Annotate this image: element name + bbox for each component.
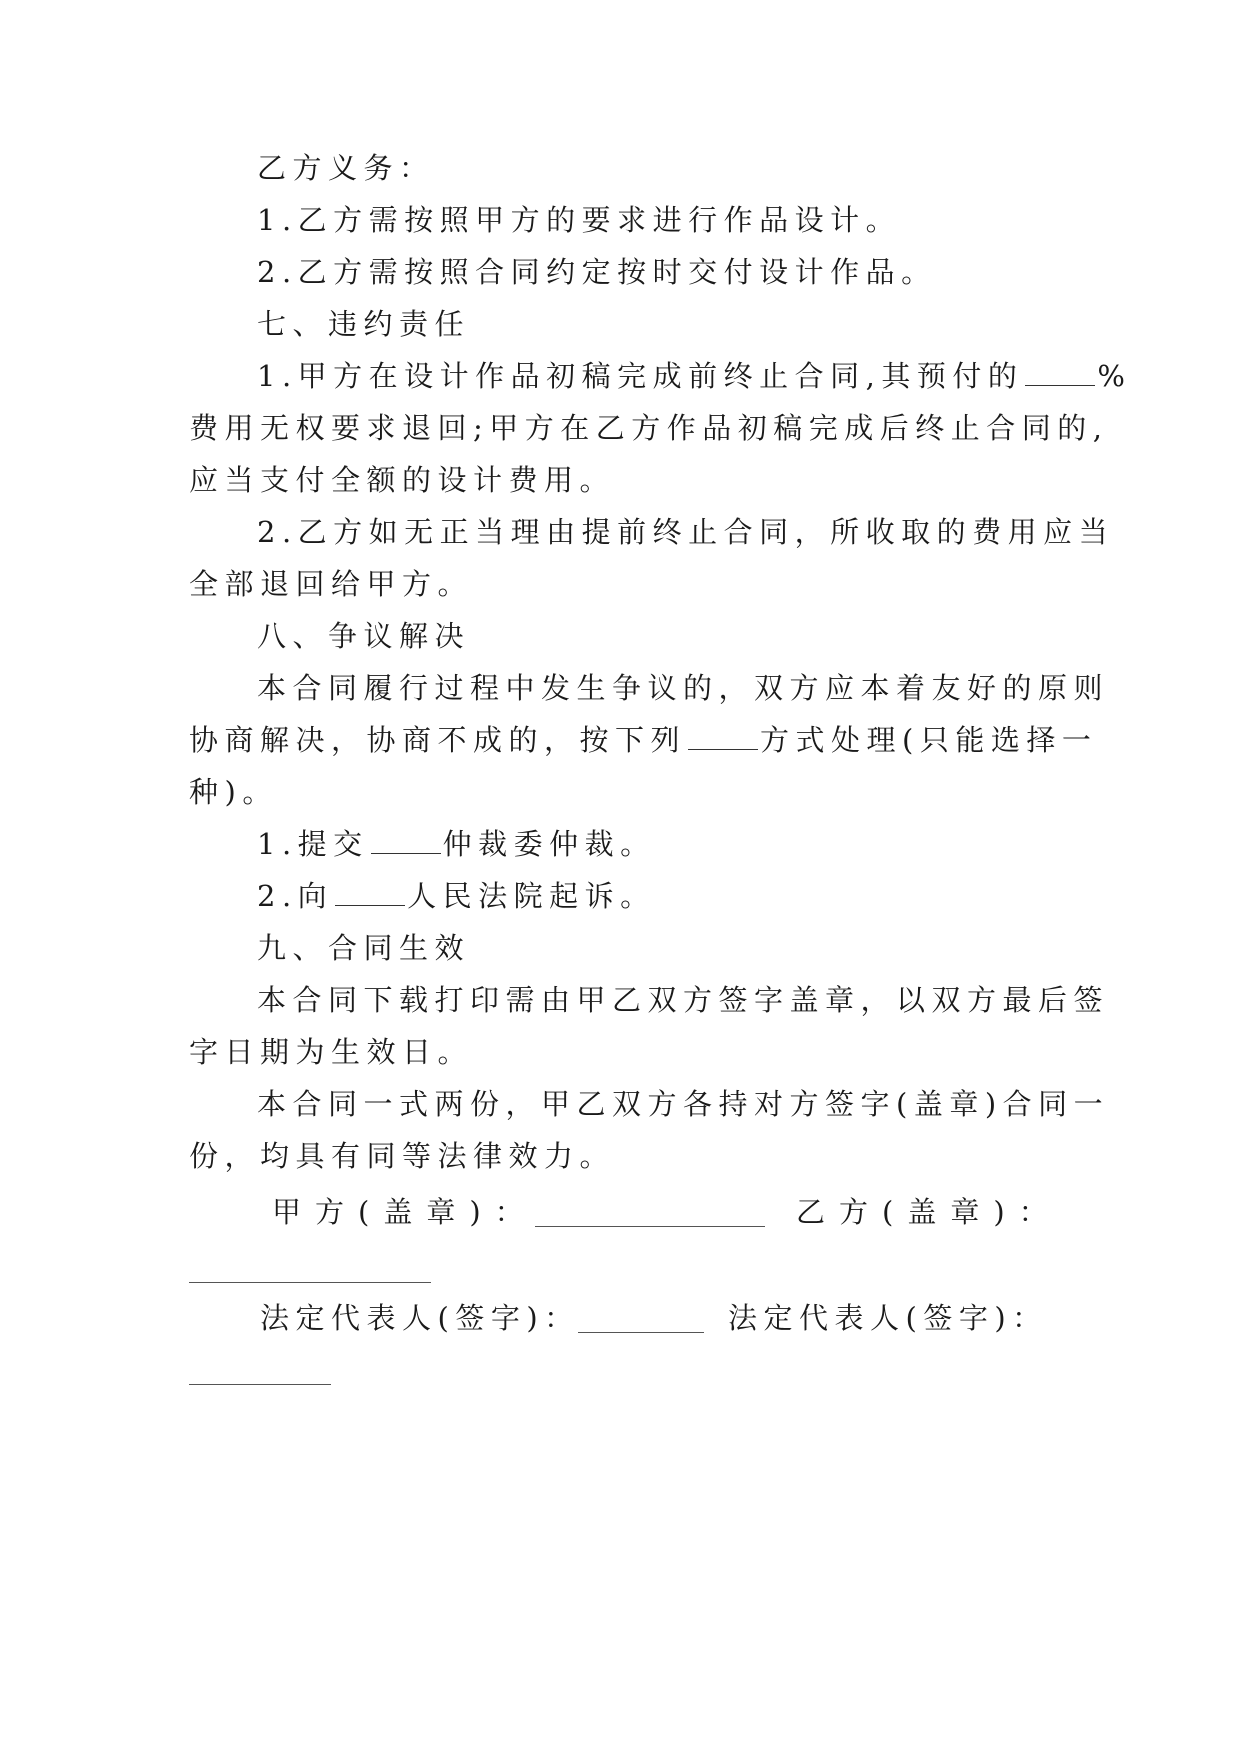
section-9-para-1-line-2: 字日期为生效日。 bbox=[189, 1035, 474, 1069]
section-8-para-line-2 bbox=[189, 720, 1098, 760]
section-9-para-1-line-1: 本合同下载打印需由甲乙双方签字盖章，以双方最后签 bbox=[257, 983, 1110, 1017]
party-a-seal-label: 甲方(盖章)： bbox=[272, 1195, 538, 1229]
section-b-duty-heading: 乙方义务： bbox=[257, 151, 435, 185]
option-2-text-a: 2.向 bbox=[257, 879, 334, 913]
section-8-para-line-1: 本合同履行过程中发生争议的，双方应本着友好的原则 bbox=[257, 671, 1110, 705]
rep-b-label: 法定代表人(签字)： bbox=[728, 1301, 1048, 1335]
section-8-heading: 八、争议解决 bbox=[257, 619, 471, 653]
section-8-para-line-3: 种)。 bbox=[189, 775, 278, 809]
party-b-seal-label: 乙方(盖章)： bbox=[796, 1195, 1062, 1229]
dispute-option-2 bbox=[257, 876, 1057, 916]
duty-item-1: 1.乙方需按照甲方的要求进行作品设计。 bbox=[257, 203, 902, 237]
dispute-text-a: 协商解决，协商不成的，按下列 bbox=[189, 723, 687, 757]
section-7-clause-2-line-2: 全部退回给甲方。 bbox=[189, 567, 474, 601]
section-9-heading: 九、合同生效 bbox=[257, 931, 471, 965]
section-7-clause-1-line-2: 费用无权要求退回;甲方在乙方作品初稿完成后终止合同的, bbox=[189, 411, 1109, 445]
option-1-text-a: 1.提交 bbox=[257, 827, 369, 861]
duty-item-2: 2.乙方需按照合同约定按时交付设计作品。 bbox=[257, 255, 937, 289]
option-1-text-b: 仲裁委仲裁。 bbox=[442, 827, 656, 861]
section-9-para-2-line-2: 份，均具有同等法律效力。 bbox=[189, 1139, 616, 1173]
section-7-heading: 七、违约责任 bbox=[257, 307, 471, 341]
section-7-clause-1-line-3: 应当支付全额的设计费用。 bbox=[189, 463, 616, 497]
party-a-seal-line bbox=[535, 1226, 765, 1227]
rep-a-label: 法定代表人(签字)： bbox=[260, 1301, 580, 1335]
dispute-text-b: 方式处理(只能选择一 bbox=[760, 723, 1098, 757]
clause-1-text: 1.甲方在设计作品初稿完成前终止合同,其预付的 bbox=[257, 359, 1024, 393]
section-7-clause-2-line-1: 2.乙方如无正当理由提前终止合同，所收取的费用应当 bbox=[257, 515, 1115, 549]
method-blank bbox=[688, 721, 758, 750]
percent-blank bbox=[1025, 357, 1095, 386]
percent-sign: % bbox=[1097, 359, 1132, 393]
section-7-clause-1-line-1 bbox=[257, 356, 1132, 396]
arbitration-blank bbox=[371, 825, 441, 854]
rep-b-sign-line bbox=[189, 1384, 331, 1385]
party-b-seal-line bbox=[189, 1282, 431, 1283]
rep-a-sign-line bbox=[578, 1332, 704, 1333]
option-2-text-b: 人民法院起诉。 bbox=[407, 879, 656, 913]
court-blank bbox=[335, 877, 405, 906]
dispute-option-1 bbox=[257, 824, 1057, 864]
section-9-para-2-line-1: 本合同一式两份，甲乙双方各持对方签字(盖章)合同一 bbox=[257, 1087, 1110, 1121]
